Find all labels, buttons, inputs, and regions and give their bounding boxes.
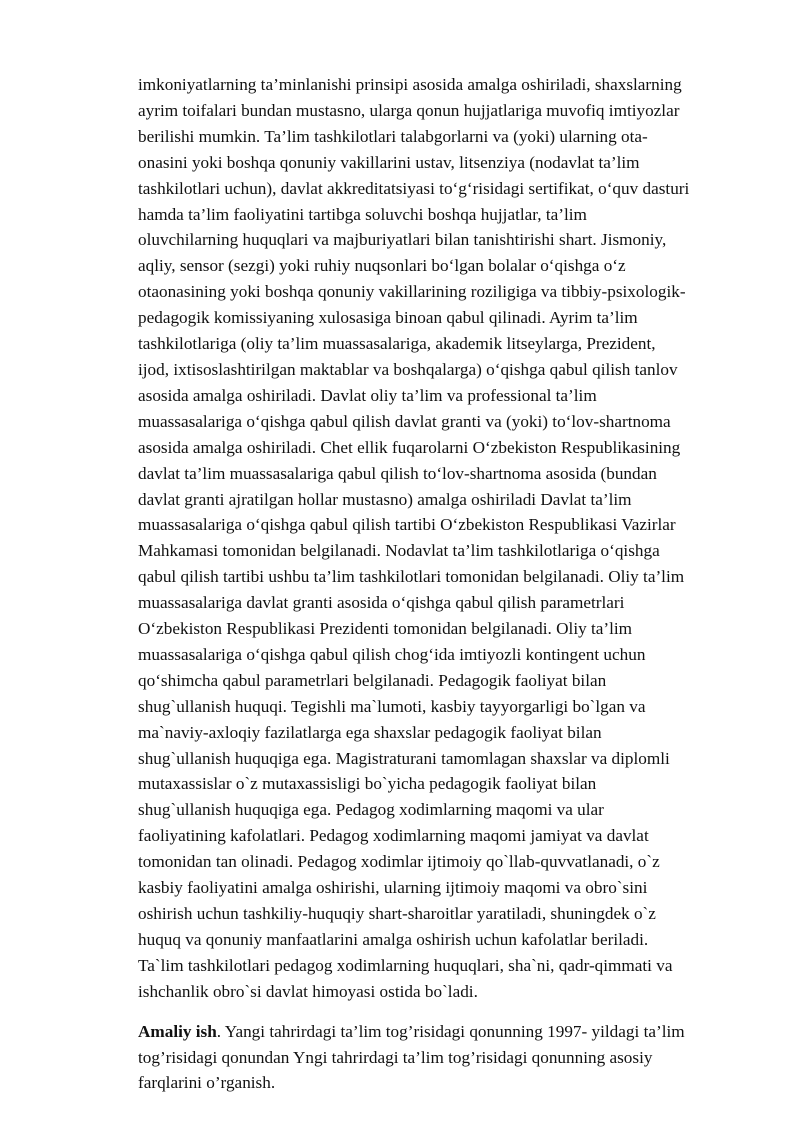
text-line: shug`ullanish huquqi. Tegishli ma`lumoti, kasbiy tayyorgarligi bo`lgan va — [138, 696, 646, 716]
text-line: O‘zbekiston Respublikasi Prezidenti tomonidan belgilanadi. Oliy ta’lim — [138, 619, 633, 639]
practical-task-label: Amaliy ish — [138, 1021, 217, 1041]
text-line: ijod, ixtisoslashtirilgan maktablar va boshqalarga) o‘qishga qabul qilish tanlov — [138, 359, 678, 379]
text-line: mutaxassislar o`z mutaxassisligi bo`yicha pedagogik faoliyat bilan — [138, 774, 597, 794]
text-line: tashkilotlariga (oliy ta’lim muassasalariga, akademik litseylarga, Prezident, — [138, 334, 656, 354]
text-line: qabul qilish tartibi ushbu ta’lim tashkilotlari tomonidan belgilanadi. Oliy ta’lim — [138, 567, 685, 587]
practical-task-line: farqlarini o’rganish. — [138, 1073, 276, 1093]
text-line: asosida amalga oshiriladi. Davlat oliy ta’lim va professional ta’lim — [138, 385, 597, 405]
document-page — [138, 72, 748, 1096]
text-line: oluvchilarning huquqlari va majburiyatlari bilan tanishtirishi shart. Jismoniy, — [138, 230, 667, 250]
text-line: shug`ullanish huquqiga ega. Pedagog xodimlarning maqomi va ular — [138, 800, 604, 820]
practical-task-line: tog’risidagi qonundan Yngi tahrirdagi ta’lim tog’risidagi qonunning asosiy — [138, 1047, 653, 1067]
text-line: tomonidan tan olinadi. Pedagog xodimlar ijtimoiy qo`llab-quvvatlanadi, o`z — [138, 852, 660, 872]
text-line: muassasalariga o‘qishga qabul qilish davlat granti va (yoki) to‘lov-shartnoma — [138, 411, 671, 431]
text-line: pedagogik komissiyaning xulosasiga binoan qabul qilinadi. Ayrim ta’lim — [138, 308, 638, 328]
text-line: berilishi mumkin. Ta’lim tashkilotlari talabgorlarni va (yoki) ularning ota- — [138, 126, 648, 146]
text-line: muassasalariga o‘qishga qabul qilish chog‘ida imtiyozli kontingent uchun — [138, 644, 646, 664]
text-line: shug`ullanish huquqiga ega. Magistraturani tamomlagan shaxslar va diplomli — [138, 748, 670, 768]
text-line: kasbiy faoliyatini amalga oshirishi, ularning ijtimoiy maqomi va obro`sini — [138, 878, 648, 898]
text-line: ayrim toifalari bundan mustasno, ularga qonun hujjatlariga muvofiq imtiyozlar — [138, 100, 680, 120]
text-line: Ta`lim tashkilotlari pedagog xodimlarning huquqlari, sha`ni, qadr-qimmati va — [138, 955, 673, 975]
text-line: qo‘shimcha qabul parametrlari belgilanadi. Pedagogik faoliyat bilan — [138, 670, 607, 690]
text-line: davlat ta’lim muassasalariga qabul qilish to‘lov-shartnoma asosida (bundan — [138, 463, 657, 483]
text-line: tashkilotlari uchun), davlat akkreditatsiyasi to‘g‘risidagi sertifikat, o‘quv dasturi — [138, 178, 690, 198]
practical-task-text: . Yangi tahrirdagi ta’lim tog’risidagi qonunning 1997- yildagi ta’lim — [216, 1021, 685, 1041]
text-line: oshirish uchun tashkiliy-huquqiy shart-sharoitlar yaratiladi, shuningdek o`z — [138, 904, 656, 923]
text-line: aqliy, sensor (sezgi) yoki ruhiy nuqsonlari bo‘lgan bolalar o‘qishga o‘z — [138, 256, 626, 276]
text-line: imkoniyatlarning ta’minlanishi prinsipi asosida amalga oshiriladi, shaxslarning — [138, 75, 682, 94]
text-line: davlat granti ajratilgan hollar mustasno) amalga oshiriladi Davlat ta’lim — [138, 489, 632, 509]
text-line: muassasalariga davlat granti asosida o‘qishga qabul qilish parametrlari — [138, 593, 625, 613]
practical-task-line — [138, 1019, 748, 1045]
text-line: huquq va qonuniy manfaatlarini amalga oshirish uchun kafolatlar beriladi. — [138, 929, 649, 949]
text-line: Mahkamasi tomonidan belgilanadi. Nodavlat ta’lim tashkilotlariga o‘qishga — [138, 541, 660, 561]
text-line: muassasalariga o‘qishga qabul qilish tartibi O‘zbekiston Respublikasi Vazirlar — [138, 515, 676, 535]
text-line: faoliyatining kafolatlari. Pedagog xodimlarning maqomi jamiyat va davlat — [138, 826, 649, 846]
text-line: ishchanlik obro`si davlat himoyasi ostida bo`ladi. — [138, 981, 478, 1001]
text-line: asosida amalga oshiriladi. Chet ellik fuqarolarni O‘zbekiston Respublikasining — [138, 437, 681, 457]
text-line: hamda ta’lim faoliyatini tartibga soluvchi boshqa hujjatlar, ta’lim — [138, 204, 587, 224]
body-paragraph — [138, 72, 748, 1005]
text-line: onasini yoki boshqa qonuniy vakillarini ustav, litsenziya (nodavlat ta’lim — [138, 152, 640, 172]
practical-task-paragraph — [138, 1019, 748, 1097]
text-line: ma`naviy-axloqiy fazilatlarga ega shaxslar pedagogik faoliyat bilan — [138, 722, 602, 742]
text-line: otaonasining yoki boshqa qonuniy vakillarining roziligiga va tibbiy-psixologik- — [138, 282, 686, 302]
